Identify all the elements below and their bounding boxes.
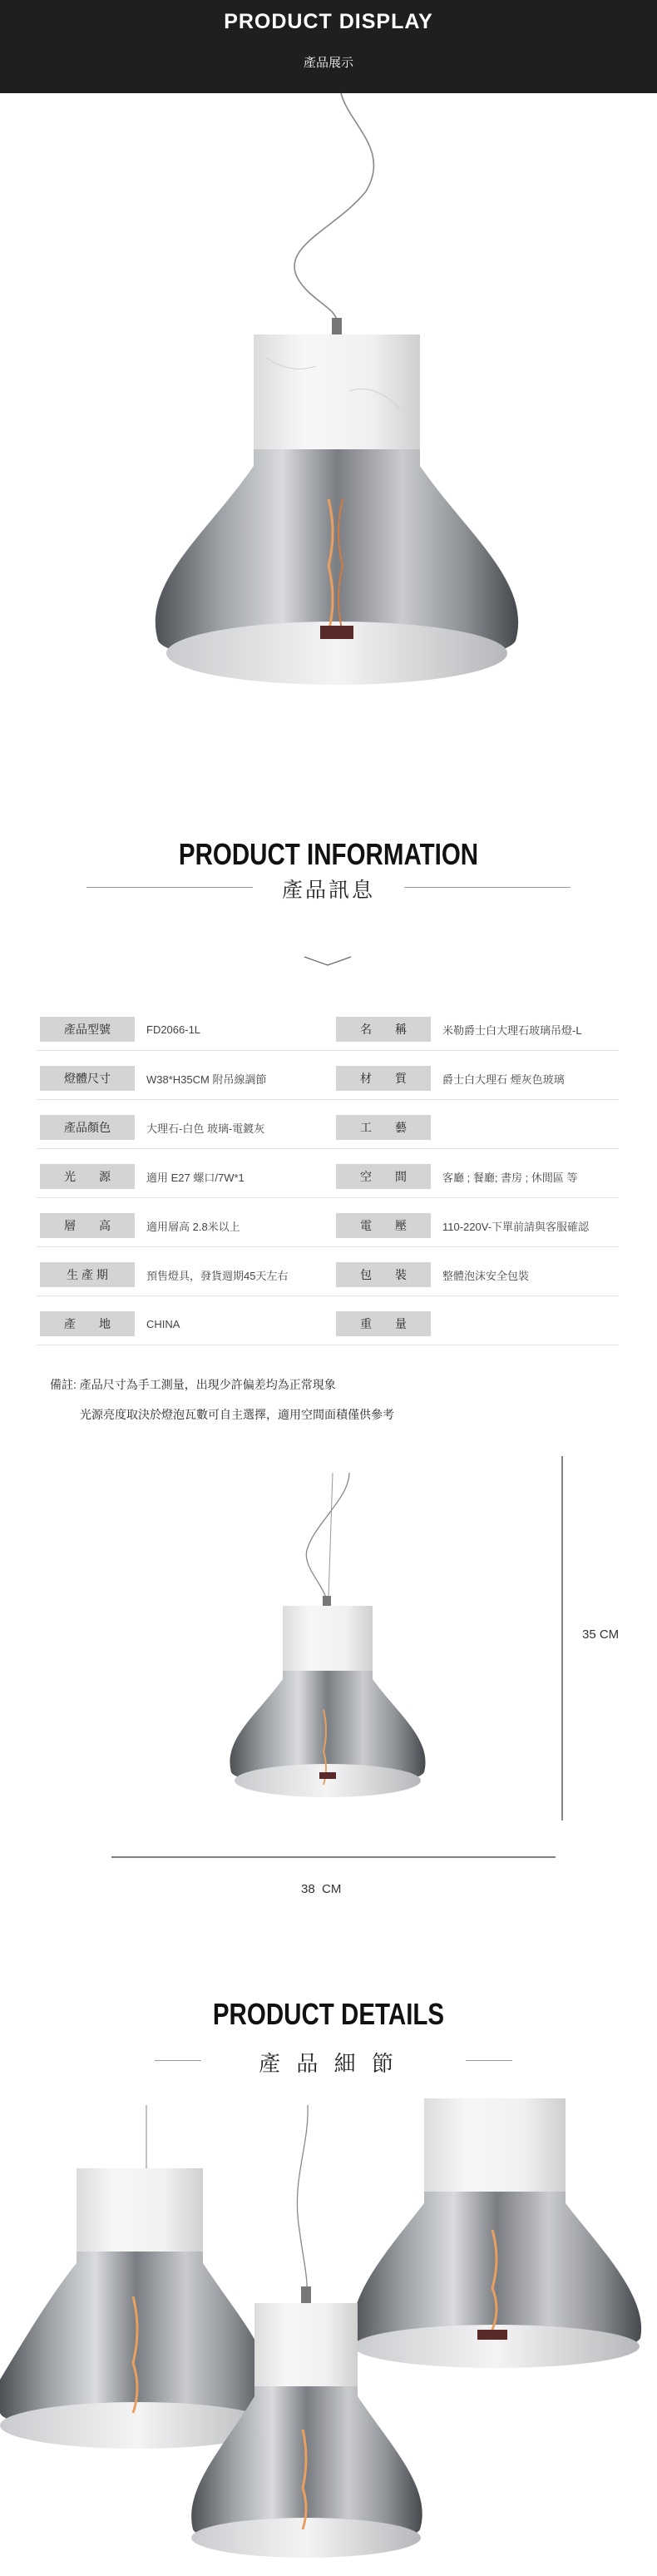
lamp-details-image [0,2097,657,2576]
details-subtitle: 產 品 細 節 [259,2051,398,2076]
info-label-left: 產品型號 [40,1017,135,1042]
info-value-left: W38*H35CM 附吊線調節 [146,1073,267,1086]
row-divider [37,1246,619,1247]
info-value-right: 110-220V-下單前請與客服確認 [442,1220,590,1233]
details-title: PRODUCT DETAILS [212,1997,445,2031]
info-label-left: 燈體尺寸 [40,1066,135,1091]
info-value-right: 整體泡沫安全包裝 [442,1269,530,1282]
info-value-left: 預售燈具，發貨週期45天左右 [146,1269,289,1282]
info-label-right: 材 質 [336,1066,431,1091]
row-divider [37,1148,619,1149]
info-label-right: 包 裝 [336,1262,431,1287]
info-value-left: CHINA [146,1317,180,1330]
info-value-left: FD2066-1L [146,1023,201,1036]
info-label-left: 生 產 期 [40,1262,135,1287]
note-line-1: 備註: 產品尺寸為手工測量，出現少許偏差均為正常現象 [50,1378,336,1391]
info-label-right: 重 量 [336,1311,431,1336]
info-value-left: 大理石-白色 玻璃-電鍍灰 [146,1122,265,1135]
row-divider [37,1197,619,1198]
info-label-left: 層 高 [40,1213,135,1238]
header-subtitle: 產品展示 [303,56,353,70]
row-divider [37,1050,619,1051]
row-divider [37,1295,619,1296]
info-subtitle: 產品訊息 [281,879,375,902]
width-dimension-label: 38 CM [301,1882,342,1896]
header-title: PRODUCT DISPLAY [224,10,433,33]
info-title: PRODUCT INFORMATION [178,837,479,871]
info-value-right: 客廳 ; 餐廳; 書房 ; 休閒區 等 [442,1171,578,1184]
row-divider [37,1099,619,1100]
height-dimension-label: 35 CM [582,1627,620,1642]
info-label-right: 空 間 [336,1164,431,1189]
details-divider-right [466,2060,512,2061]
lamp-dimension-image [0,1464,657,1864]
info-label-left: 產 地 [40,1311,135,1336]
info-label-right: 工 藝 [336,1115,431,1140]
info-label-left: 產品顏色 [40,1115,135,1140]
info-value-left: 適用 E27 螺口/7W*1 [146,1171,245,1184]
chevron-down-icon [303,955,353,967]
info-label-left: 光 源 [40,1164,135,1189]
info-label-right: 名 稱 [336,1017,431,1042]
page-header [0,0,657,93]
info-label-right: 電 壓 [336,1213,431,1238]
note-line-2: 光源亮度取決於燈泡瓦數可自主選擇，適用空間面積僅供參考 [80,1408,394,1421]
info-value-right: 米勒爵士白大理石玻璃吊燈-L [442,1023,582,1037]
info-divider-right [404,887,571,888]
info-value-left: 適用層高 2.8米以上 [146,1220,240,1233]
info-value-right: 爵士白大理石 煙灰色玻璃 [442,1073,565,1086]
lamp-main-image [0,93,657,726]
